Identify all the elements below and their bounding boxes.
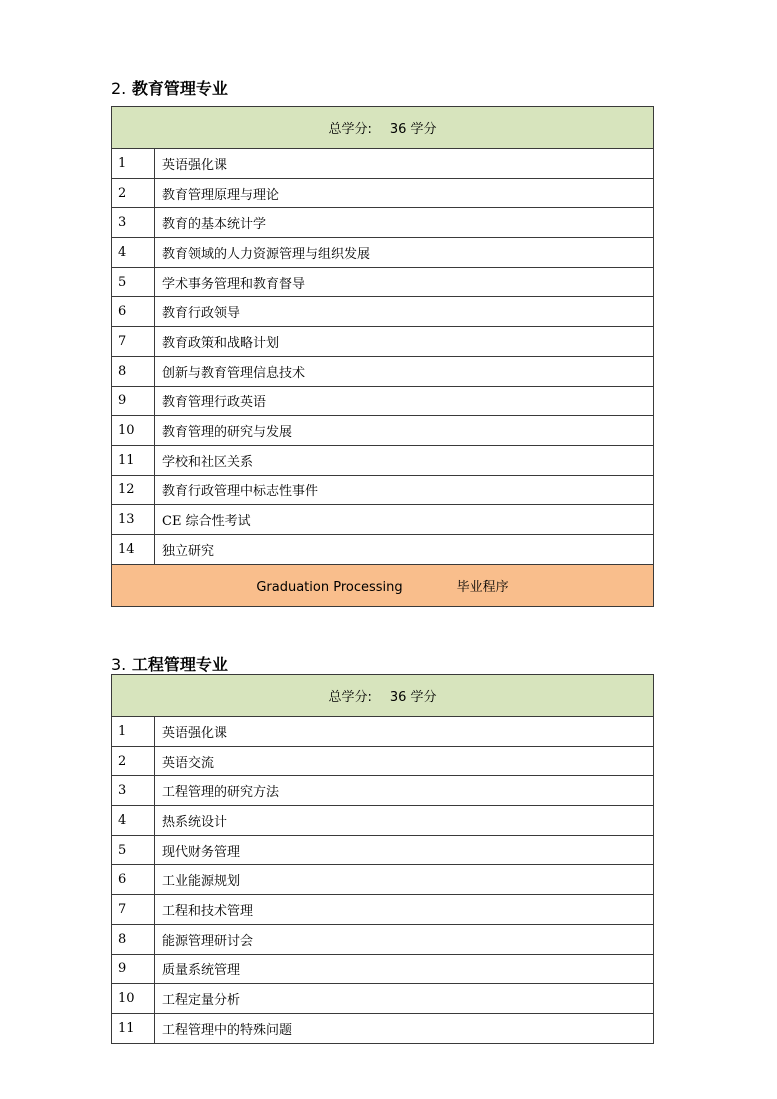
course-row [112,835,654,865]
course-index: 9 [112,386,155,416]
course-list [112,149,654,565]
course-index: 11 [112,1013,155,1043]
course-row [112,865,654,895]
section-2-title: 教育管理专业 [131,79,228,98]
course-index: 10 [112,416,155,446]
total-credits-cell [112,107,654,149]
course-name: 热系统设计 [155,806,654,836]
course-index: 12 [112,475,155,505]
course-row [112,895,654,925]
course-index: 6 [112,865,155,895]
course-name: CE 综合性考试 [155,505,654,535]
course-name: 教育管理的研究与发展 [155,416,654,446]
section-2-heading [111,79,228,99]
course-row [112,475,654,505]
course-name: 现代财务管理 [155,835,654,865]
course-index: 5 [112,835,155,865]
course-name: 工程管理的研究方法 [155,776,654,806]
section-3-number: 3. [111,655,127,674]
course-index: 5 [112,267,155,297]
course-index: 8 [112,924,155,954]
course-row [112,356,654,386]
course-index: 2 [112,178,155,208]
education-management-course-table [111,106,654,607]
course-name: 教育管理原理与理论 [155,178,654,208]
course-row [112,746,654,776]
graduation-cell [112,564,654,606]
course-index: 4 [112,238,155,268]
course-index: 4 [112,806,155,836]
total-credits-label: 总学分: [328,690,372,705]
course-name: 教育领域的人力资源管理与组织发展 [155,238,654,268]
course-index: 2 [112,746,155,776]
course-index: 3 [112,208,155,238]
course-row [112,534,654,564]
section-2-number: 2. [111,79,127,98]
course-name: 教育行政领导 [155,297,654,327]
total-credits-value: 36 学分 [389,122,437,137]
course-row [112,327,654,357]
course-index: 13 [112,505,155,535]
course-row [112,267,654,297]
course-name: 工程管理中的特殊问题 [155,1013,654,1043]
course-name: 工程和技术管理 [155,895,654,925]
course-row [112,416,654,446]
course-row [112,806,654,836]
engineering-management-course-table [111,674,654,1044]
course-index: 7 [112,895,155,925]
course-index: 10 [112,984,155,1014]
course-row [112,386,654,416]
graduation-row [112,564,654,606]
course-row [112,238,654,268]
course-row [112,984,654,1014]
course-row [112,297,654,327]
course-index: 11 [112,445,155,475]
total-credits-row [112,107,654,149]
course-index: 8 [112,356,155,386]
course-index: 7 [112,327,155,357]
course-row [112,954,654,984]
course-name: 创新与教育管理信息技术 [155,356,654,386]
course-row [112,178,654,208]
graduation-label-en: Graduation Processing [256,579,403,595]
course-index: 6 [112,297,155,327]
course-index: 14 [112,534,155,564]
course-name: 教育行政管理中标志性事件 [155,475,654,505]
course-name: 教育管理行政英语 [155,386,654,416]
course-name: 学校和社区关系 [155,445,654,475]
total-credits-value: 36 学分 [389,690,437,705]
course-row [112,445,654,475]
graduation-label-cn: 毕业程序 [456,579,509,595]
course-name: 质量系统管理 [155,954,654,984]
course-name: 能源管理研讨会 [155,924,654,954]
course-name: 独立研究 [155,534,654,564]
section-3-heading [111,655,228,675]
course-row [112,208,654,238]
course-name: 英语强化课 [155,717,654,747]
course-name: 英语交流 [155,746,654,776]
course-name: 教育政策和战略计划 [155,327,654,357]
course-name: 学术事务管理和教育督导 [155,267,654,297]
section-3-title: 工程管理专业 [131,655,228,674]
course-index: 1 [112,149,155,179]
course-row [112,149,654,179]
total-credits-row [112,675,654,717]
course-row [112,924,654,954]
course-row [112,505,654,535]
total-credits-label: 总学分: [328,122,372,137]
course-name: 教育的基本统计学 [155,208,654,238]
total-credits-cell [112,675,654,717]
course-name: 英语强化课 [155,149,654,179]
course-index: 9 [112,954,155,984]
course-row [112,776,654,806]
course-name: 工程定量分析 [155,984,654,1014]
course-index: 3 [112,776,155,806]
course-name: 工业能源规划 [155,865,654,895]
course-index: 1 [112,717,155,747]
course-list [112,717,654,1044]
course-row [112,1013,654,1043]
course-row [112,717,654,747]
